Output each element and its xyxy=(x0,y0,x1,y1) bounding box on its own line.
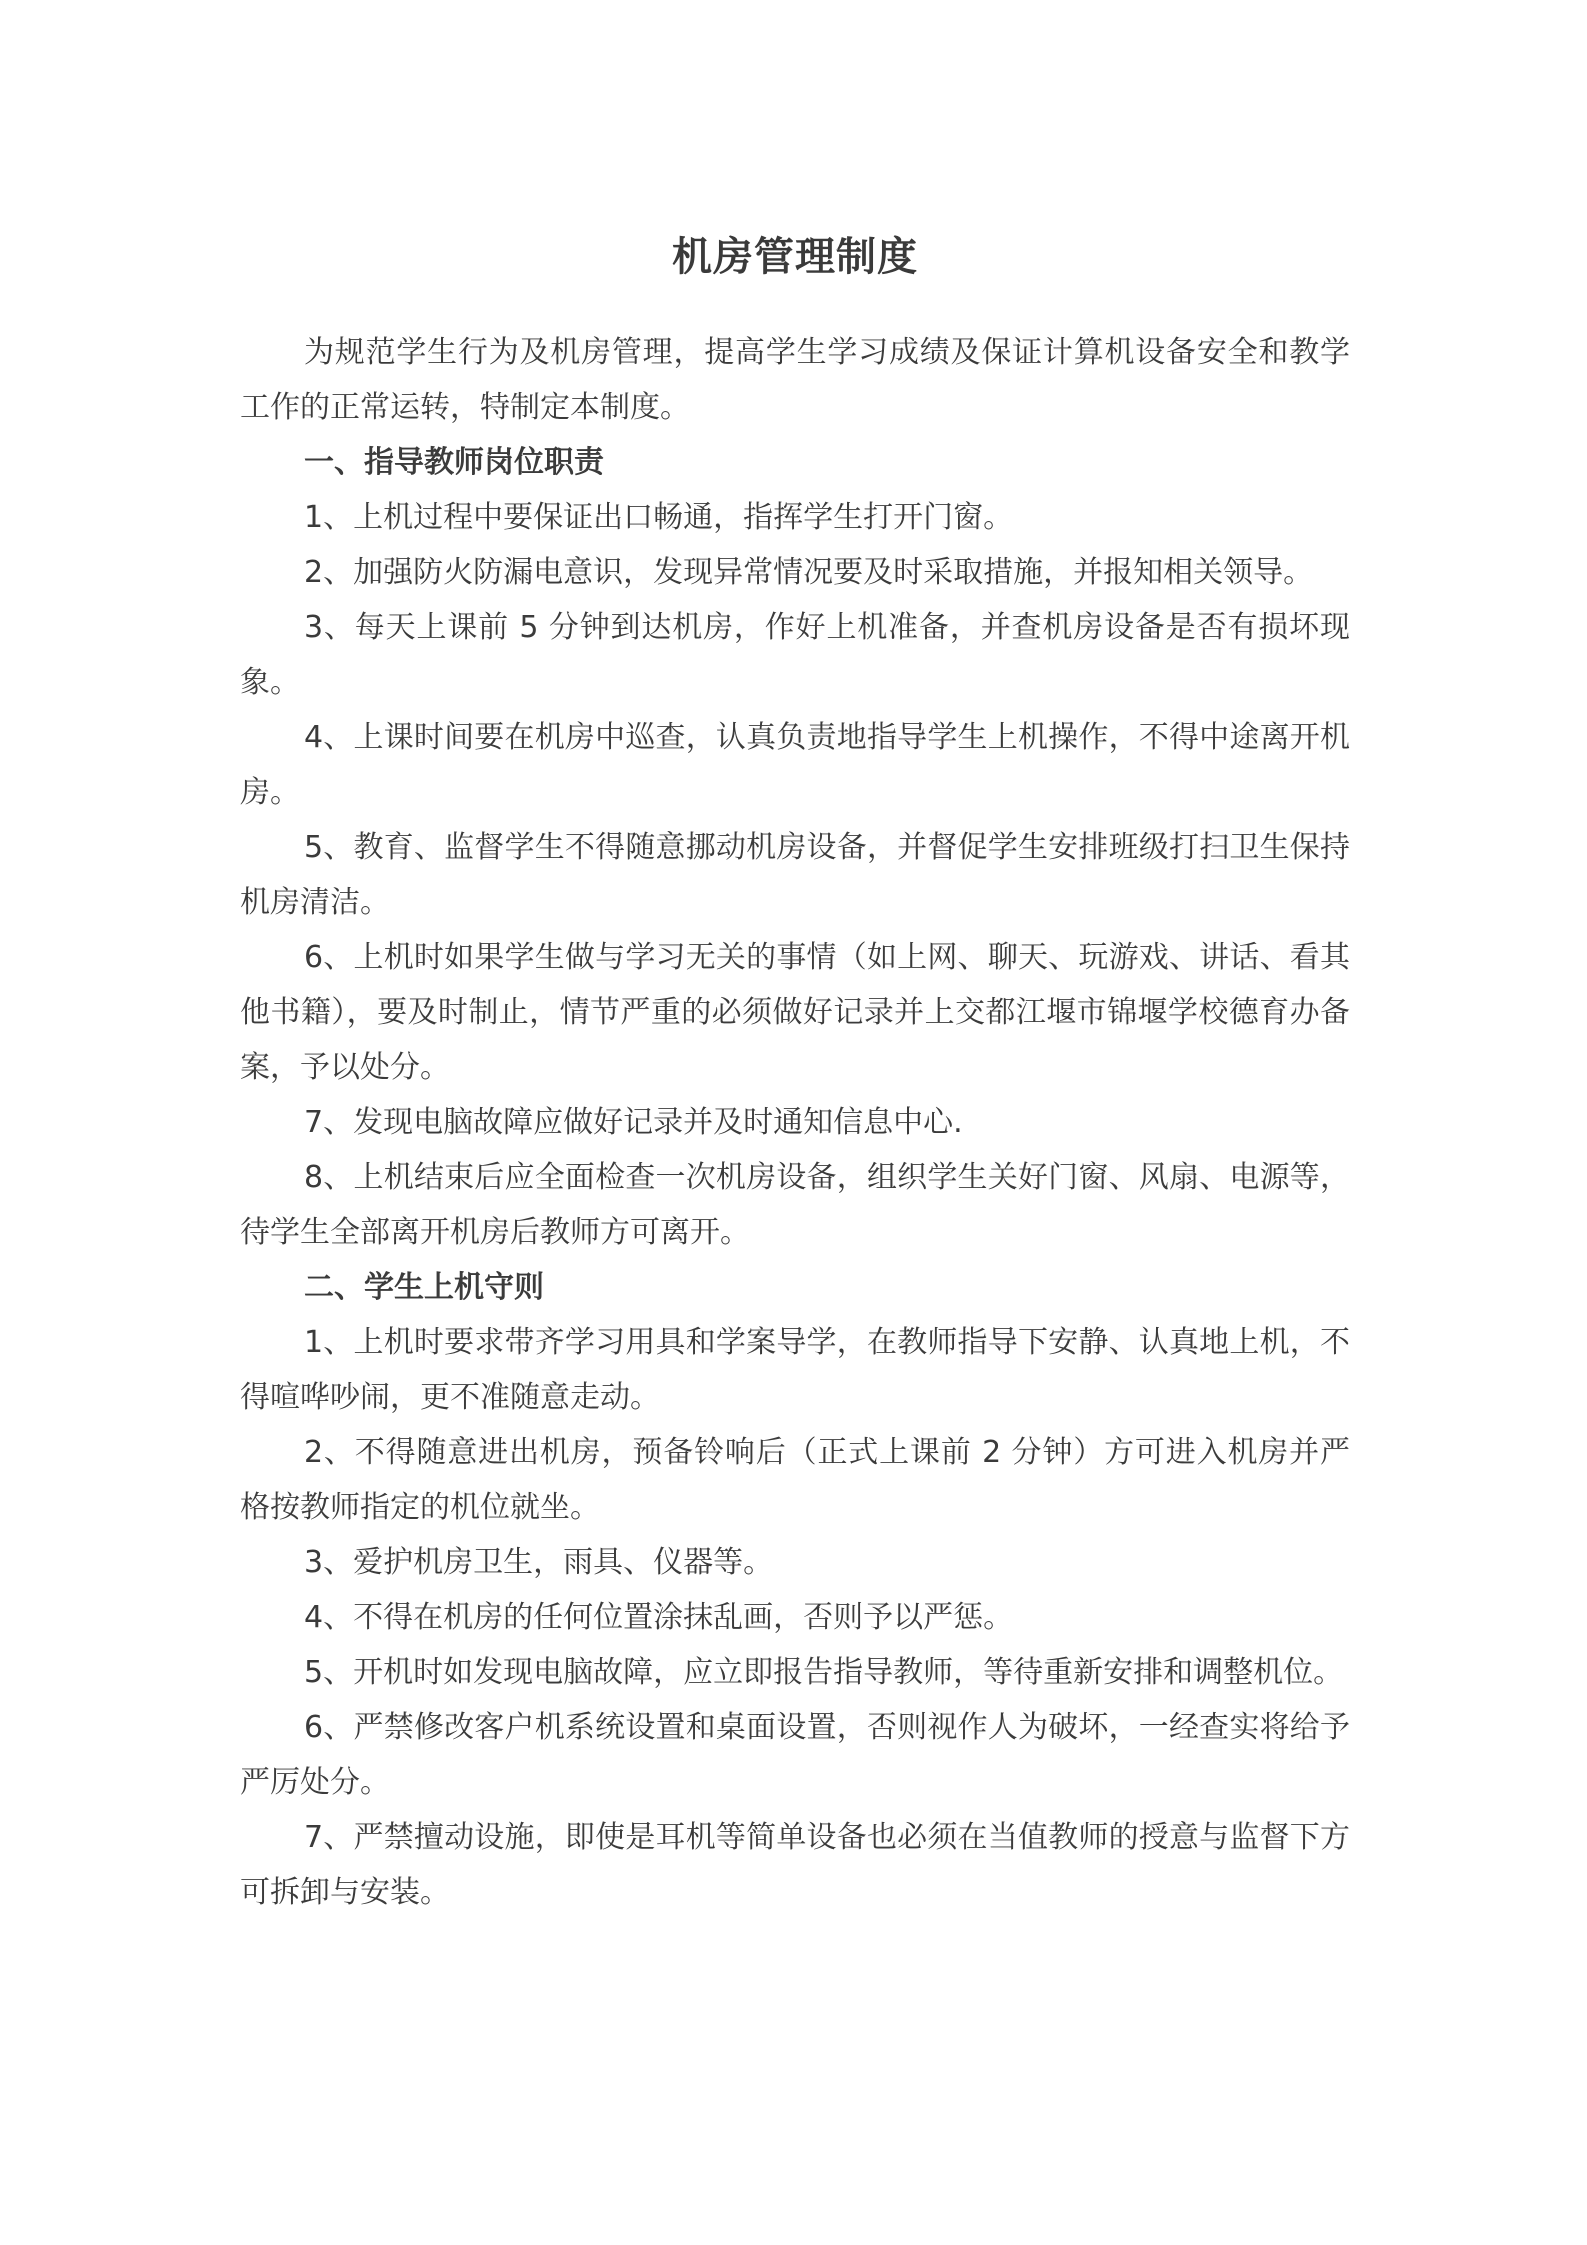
section-heading-teacher-duties: 一、指导教师岗位职责 xyxy=(304,445,604,480)
list-item: 6、严禁修改客户机系统设置和桌面设置，否则视作人为破坏，一经查实将给予严厉处分。 xyxy=(240,1710,1350,1800)
list-item: 2、不得随意进出机房，预备铃响后（正式上课前 2 分钟）方可进入机房并严格按教师指定的机位就坐。 xyxy=(240,1435,1350,1525)
section-heading-student-rules: 二、学生上机守则 xyxy=(304,1270,544,1305)
list-item: 2、加强防火防漏电意识，发现异常情况要及时采取措施，并报知相关领导。 xyxy=(304,555,1314,590)
intro-paragraph: 为规范学生行为及机房管理，提高学生学习成绩及保证计算机设备安全和教学工作的正常运转，特制定本制度。 xyxy=(240,335,1350,425)
list-item: 7、发现电脑故障应做好记录并及时通知信息中心. xyxy=(304,1105,963,1140)
document-title: 机房管理制度 xyxy=(672,233,918,280)
list-item: 5、开机时如发现电脑故障，应立即报告指导教师，等待重新安排和调整机位。 xyxy=(304,1655,1344,1690)
list-item: 5、教育、监督学生不得随意挪动机房设备，并督促学生安排班级打扫卫生保持机房清洁。 xyxy=(240,830,1350,920)
list-item: 3、每天上课前 5 分钟到达机房，作好上机准备，并查机房设备是否有损坏现象。 xyxy=(240,610,1350,700)
list-item: 7、严禁擅动设施，即使是耳机等简单设备也必须在当值教师的授意与监督下方可拆卸与安装。 xyxy=(240,1820,1350,1910)
list-item: 6、上机时如果学生做与学习无关的事情（如上网、聊天、玩游戏、讲话、看其他书籍），要及时制止，情节严重的必须做好记录并上交都江堰市锦堰学校德育办备案，予以处分。 xyxy=(240,940,1350,1085)
list-item: 4、不得在机房的任何位置涂抹乱画，否则予以严惩。 xyxy=(304,1600,1014,1635)
list-item: 3、爱护机房卫生，雨具、仪器等。 xyxy=(304,1545,774,1580)
list-item: 1、上机时要求带齐学习用具和学案导学，在教师指导下安静、认真地上机，不得喧哗吵闹，更不准随意走动。 xyxy=(240,1325,1350,1415)
document-body xyxy=(240,325,1350,1920)
list-item: 1、上机过程中要保证出口畅通，指挥学生打开门窗。 xyxy=(304,500,1014,535)
list-item: 4、上课时间要在机房中巡查，认真负责地指导学生上机操作，不得中途离开机房。 xyxy=(240,720,1350,810)
list-item: 8、上机结束后应全面检查一次机房设备，组织学生关好门窗、风扇、电源等，待学生全部离开机房后教师方可离开。 xyxy=(240,1160,1350,1250)
